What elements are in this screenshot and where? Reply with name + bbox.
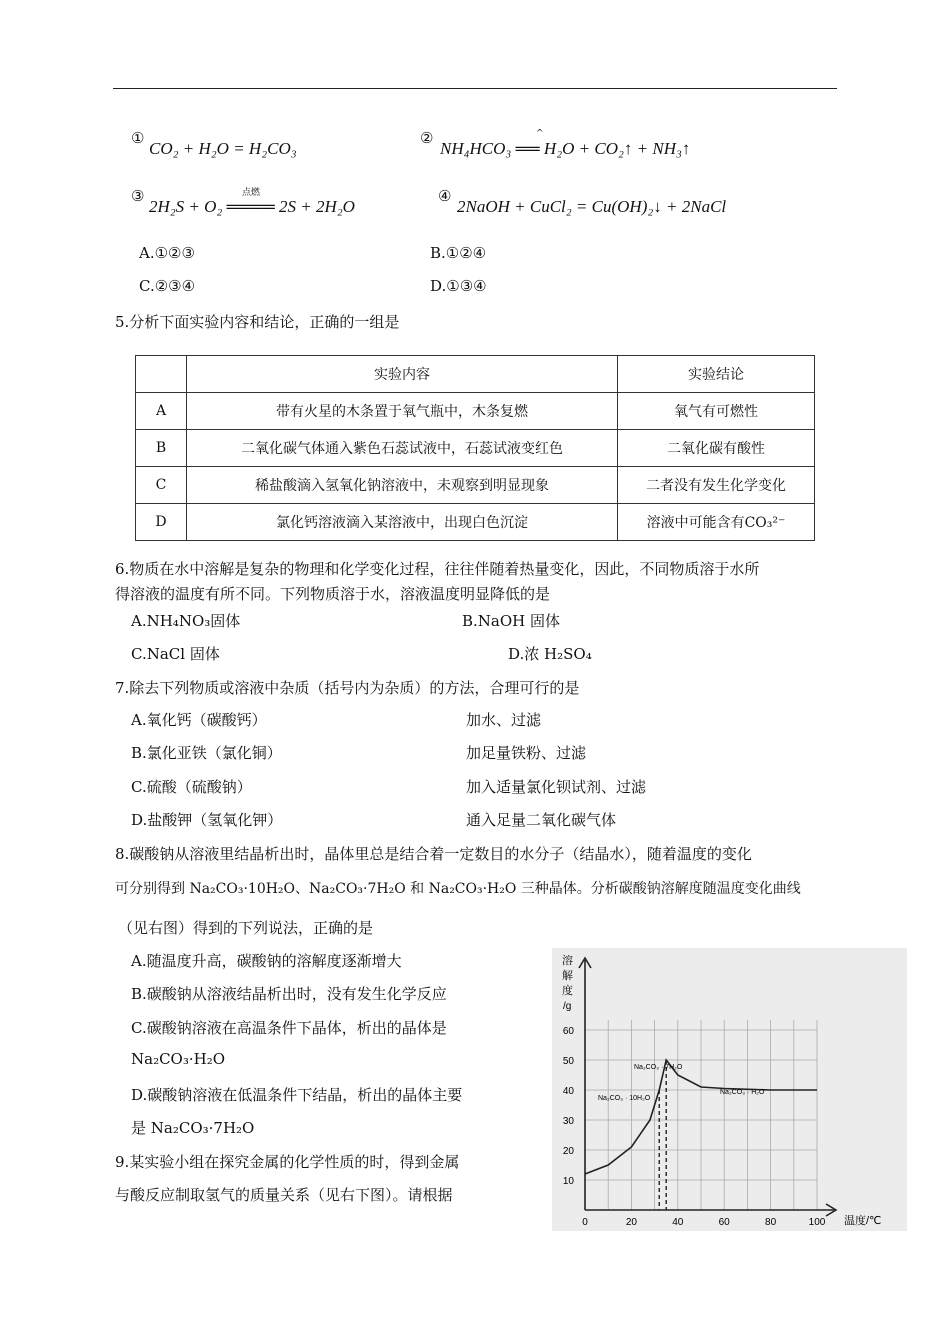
annotation-7h2o: Na₂CO₃ · 7H₂O: [634, 1064, 683, 1071]
table-row: [136, 467, 815, 504]
y-tick-label: 20: [562, 1146, 574, 1157]
table-cell: C: [136, 467, 187, 504]
table-cell: 二氧化碳有酸性: [618, 430, 815, 467]
y-axis-label-4: /g: [563, 1001, 572, 1012]
table-header-cell: 实验内容: [187, 356, 618, 393]
x-axis-label: 温度/℃: [844, 1215, 882, 1227]
solubility-chart-svg: [552, 948, 907, 1231]
table-cell: 稀盐酸滴入氢氧化钠溶液中，未观察到明显现象: [187, 467, 618, 504]
q8-option-a: A.随温度升高，碳酸钠的溶解度逐渐增大: [131, 952, 402, 970]
q4-option-b: B.①②④: [430, 244, 487, 262]
y-tick-label: 60: [562, 1026, 574, 1037]
q7-option-b: B.氯化亚铁（氯化铜）: [131, 744, 282, 762]
table-cell: 氧气有可燃性: [618, 393, 815, 430]
q4-option-a: A.①②③: [139, 244, 195, 262]
x-tick-label: 0: [582, 1217, 588, 1228]
table-row: [136, 504, 815, 541]
q7-method-d: 通入足量二氧化碳气体: [466, 811, 617, 829]
eq4-label: ④: [438, 187, 452, 205]
q7-option-d: D.盐酸钾（氢氧化钾）: [131, 811, 283, 829]
q8-stem-line1: 8.碳酸钠从溶液里结晶析出时，晶体里总是结合着一定数目的水分子（结晶水），随着温度的变化: [115, 845, 752, 863]
q6-stem-line2: 得溶液的温度有所不同。下列物质溶于水，溶液温度明显降低的是: [115, 585, 551, 603]
q7-method-b: 加足量铁粉、过滤: [466, 744, 587, 762]
table-header-cell: [136, 356, 187, 393]
q7-option-a: A.氧化钙（碳酸钙）: [131, 711, 267, 729]
y-tick-label: 30: [562, 1116, 574, 1127]
q6-option-c: C.NaCl 固体: [131, 645, 220, 663]
q8-option-d-cont: 是 Na₂CO₃·7H₂O: [131, 1119, 255, 1137]
equation-3: 2H₂S + O₂ ════ 2S + 2H₂O: [149, 197, 355, 216]
y-tick-label: 40: [562, 1086, 574, 1097]
eq1-label: ①: [131, 129, 145, 147]
q4-option-c: C.②③④: [139, 277, 196, 295]
y-axis-label-1: 溶: [562, 955, 573, 967]
q6-stem-line1: 6.物质在水中溶解是复杂的物理和化学变化过程，往往伴随着热量变化，因此，不同物质溶于水所: [115, 560, 760, 578]
x-tick-label: 100: [808, 1217, 826, 1228]
x-tick-label: 40: [672, 1217, 684, 1228]
annotation-10h2o: Na₂CO₃ · 10H₂O: [598, 1095, 651, 1102]
experiment-table: [135, 355, 815, 541]
q8-stem-line2: 可分别得到 Na₂CO₃·10H₂O、Na₂CO₃·7H₂O 和 Na₂CO₃·H₂O 三种晶体。分析碳酸钠溶解度随温度变化曲线: [115, 881, 801, 897]
y-axis-label-3: 度: [562, 985, 573, 997]
table-cell: 二者没有发生化学变化: [618, 467, 815, 504]
solubility-chart: [552, 948, 907, 1231]
eq3-label: ③: [131, 187, 145, 205]
q8-stem-line3: （见右图）得到的下列说法，正确的是: [118, 919, 374, 937]
table-cell: 溶液中可能含有CO₃²⁻: [618, 504, 815, 541]
table-cell: B: [136, 430, 187, 467]
y-tick-label: 50: [562, 1056, 574, 1067]
table-row: [136, 393, 815, 430]
q7-method-a: 加水、过滤: [466, 711, 542, 729]
eq2-condition: ^: [536, 129, 544, 139]
table-cell: 二氧化碳气体通入紫色石蕊试液中，石蕊试液变红色: [187, 430, 618, 467]
table-cell: 氯化钙溶液滴入某溶液中，出现白色沉淀: [187, 504, 618, 541]
x-tick-label: 20: [625, 1217, 637, 1228]
equation-1: CO₂ + H₂O = H₂CO₃: [149, 139, 297, 158]
header-rule: [113, 88, 837, 89]
eq3-condition: 点燃: [242, 188, 261, 198]
q7-stem: 7.除去下列物质或溶液中杂质（括号内为杂质）的方法，合理可行的是: [115, 679, 580, 697]
table-header-cell: 实验结论: [618, 356, 815, 393]
q6-option-b: B.NaOH 固体: [462, 612, 561, 630]
q8-option-c: C.碳酸钠溶液在高温条件下晶体，析出的晶体是: [131, 1019, 447, 1037]
q6-option-a: A.NH₄NO₃固体: [131, 612, 241, 630]
q9-stem-line2: 与酸反应制取氢气的质量关系（见右下图）。请根据: [115, 1186, 453, 1204]
q8-option-c-cont: Na₂CO₃·H₂O: [131, 1050, 226, 1068]
q4-option-d: D.①③④: [430, 277, 487, 295]
q8-option-b: B.碳酸钠从溶液结晶析出时，没有发生化学反应: [131, 985, 447, 1003]
annotation-h2o: Na₂CO₃ · H₂O: [720, 1089, 765, 1096]
table-cell: D: [136, 504, 187, 541]
x-tick-label: 60: [718, 1217, 730, 1228]
q7-method-c: 加入适量氯化钡试剂、过滤: [466, 778, 647, 796]
equation-2: NH₄HCO₃ ══ H₂O + CO₂↑ + NH₃↑: [440, 139, 691, 158]
q6-option-d: D.浓 H₂SO₄: [508, 645, 592, 663]
y-tick-label: 10: [562, 1176, 574, 1187]
table-row: [136, 430, 815, 467]
table-header-row: [136, 356, 815, 393]
q8-option-d: D.碳酸钠溶液在低温条件下结晶，析出的晶体主要: [131, 1086, 463, 1104]
y-axis-label-2: 解: [562, 970, 573, 982]
q9-stem-line1: 9.某实验小组在探究金属的化学性质的时，得到金属: [115, 1153, 460, 1171]
equation-4: 2NaOH + CuCl₂ = Cu(OH)₂↓ + 2NaCl: [457, 197, 727, 216]
x-tick-label: 80: [765, 1217, 777, 1228]
q5-stem: 5.分析下面实验内容和结论，正确的一组是: [115, 313, 400, 331]
q7-option-c: C.硫酸（硫酸钠）: [131, 778, 252, 796]
eq2-label: ②: [420, 129, 434, 147]
table-cell: A: [136, 393, 187, 430]
table-cell: 带有火星的木条置于氧气瓶中，木条复燃: [187, 393, 618, 430]
